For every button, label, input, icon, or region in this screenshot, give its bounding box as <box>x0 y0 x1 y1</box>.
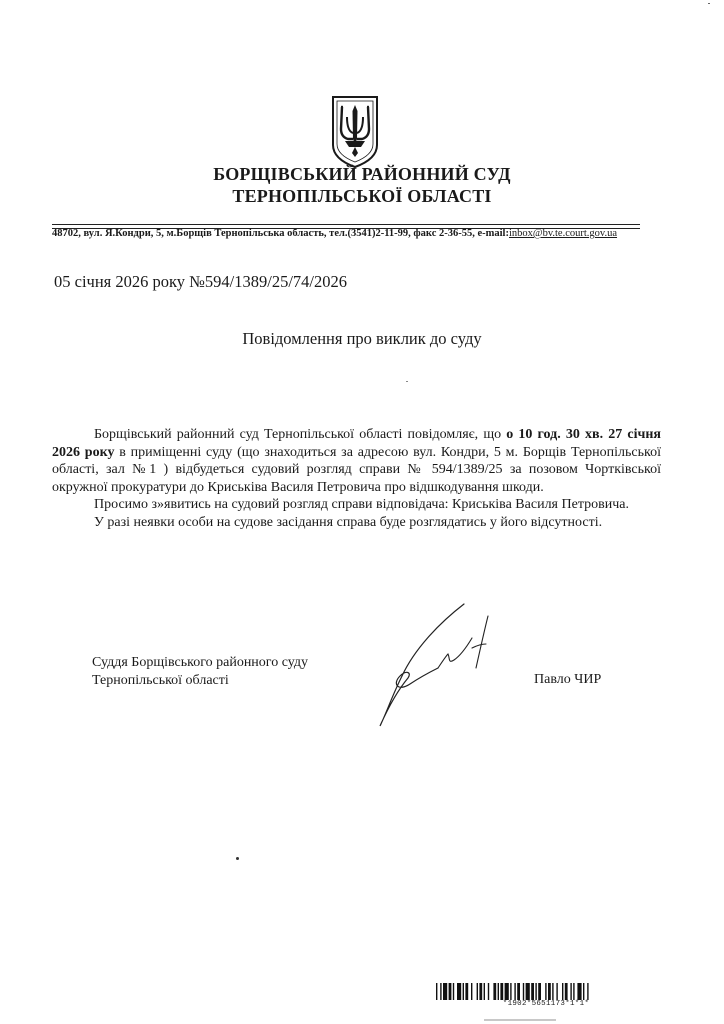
judge-position-line1: Суддя Борщівського районного суду <box>92 655 308 670</box>
judge-name: Павло ЧИР <box>534 672 602 687</box>
paragraph-summons-part1: Борщівський районний суд Тернопільської області повідомляє, що <box>94 427 507 442</box>
paragraph-request: Просимо з»явитись на судовий розгляд справи відповідача: Криськіва Василя Петровича. <box>94 497 629 512</box>
scan-edge-mark <box>484 1019 556 1021</box>
judge-position-line2: Тернопільської області <box>92 673 229 688</box>
document-body <box>52 426 661 531</box>
email-link[interactable]: inbox@bv.te.court.gov.ua <box>508 228 618 239</box>
court-name-line1: БОРЩІВСЬКИЙ РАЙОННИЙ СУД <box>213 164 511 184</box>
judge-position <box>92 654 308 690</box>
hearing-datetime: о 10 год. 30 хв. 27 січня 2026 року <box>52 427 661 460</box>
trident-coat-of-arms-icon <box>330 95 380 169</box>
court-name-line2: ТЕРНОПІЛЬСЬКОЇ ОБЛАСТІ <box>232 186 492 206</box>
header-divider <box>52 224 640 225</box>
handwritten-signature <box>368 598 508 738</box>
paragraph-summons-part2: в приміщенні суду (що знаходиться за адресою вул. Кондри, 5 м. Борщів Тернопільської області, зал №1 ) відбудеться судовий розгляд справи № 594/1389/25 за позовом Чортківської окружної прокуратури до Криськіва Василя Петровича про відшкодування шкоди. <box>52 444 661 495</box>
barcode-number: *1902*5651173*1*1* <box>502 1000 590 1008</box>
court-address <box>52 228 672 239</box>
paragraph-summons <box>52 426 661 496</box>
address-text: 48702, вул. Я.Кондри, 5, м.Борщів Тернопільська область, тел.(3541)2-11-99, факс 2-36-55, e-mail: <box>52 228 509 239</box>
barcode-icon <box>436 983 656 1000</box>
scan-speck <box>708 3 710 4</box>
paragraph-absence: У разі неявки особи на судове засідання справа буде розглядатись у його відсутності. <box>94 514 603 530</box>
document-title: Повідомлення про виклик до суду <box>242 329 482 348</box>
document-date-number: 05 січня 2026 року №594/1389/25/74/2026 <box>54 272 347 291</box>
scan-speck <box>406 381 408 382</box>
scan-speck <box>236 857 239 860</box>
